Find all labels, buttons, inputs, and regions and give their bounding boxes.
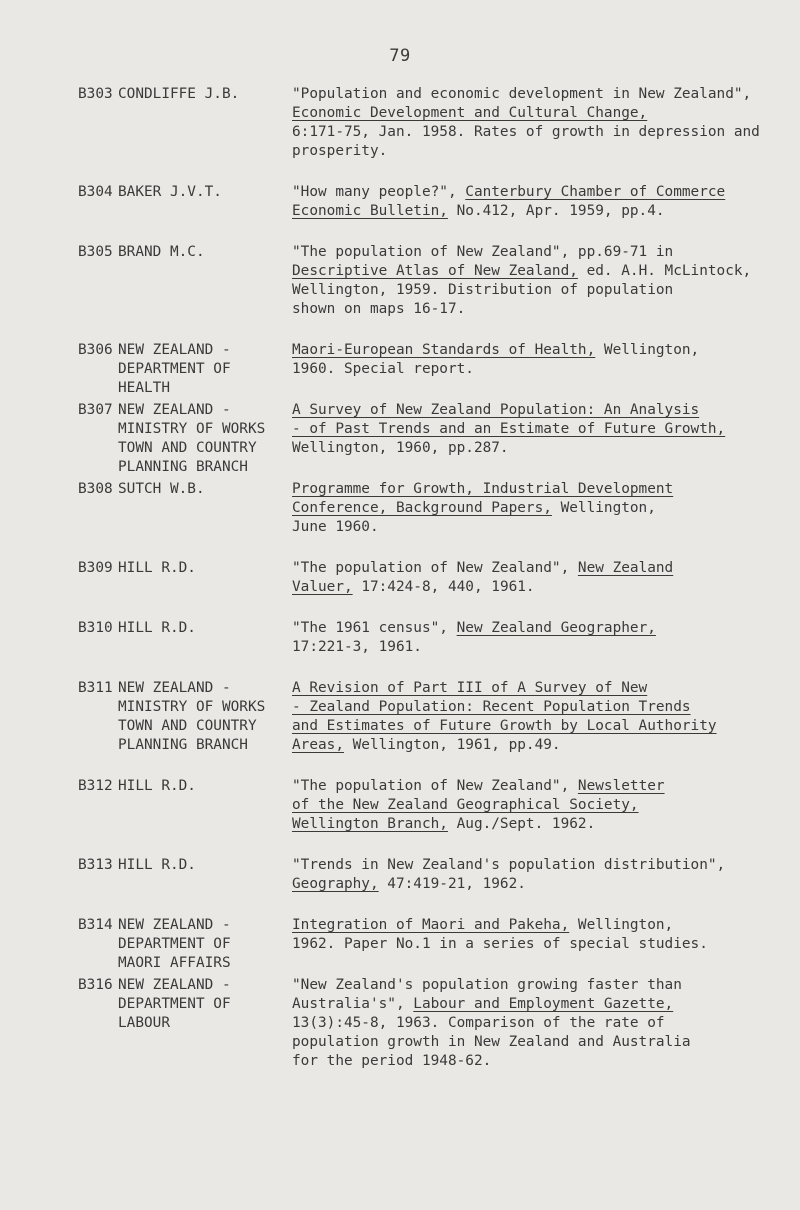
citation-details: 17:221-3, 1961. [292, 639, 422, 655]
citation-text: "The population of New Zealand", pp.69-71 in [292, 244, 674, 260]
citation-text: "Trends in New Zealand's population distribution", [292, 857, 726, 873]
citation-title: A Revision of Part III of A Survey of New - Zealand Population: Recent Population Trends and Estimates of Future Growth by Local Authority Areas, [292, 680, 717, 753]
citation-details: 6:171-75, Jan. 1958. Rates of growth in depression and prosperity. [292, 124, 760, 159]
entry-code: B311 [78, 680, 113, 696]
citation-details: Wellington, 1961, pp.49. [343, 737, 561, 753]
citation-details: Aug./Sept. 1962. [447, 816, 596, 832]
entry-citation [292, 559, 790, 597]
bibliography-list [78, 85, 790, 1093]
entry-author: CONDLIFFE J.B. [118, 86, 240, 102]
entry-code: B314 [78, 917, 113, 933]
entry-author: NEW ZEALAND - MINISTRY OF WORKS TOWN AND COUNTRY PLANNING BRANCH [118, 402, 266, 475]
entry-citation [292, 85, 790, 161]
entry-author: NEW ZEALAND - DEPARTMENT OF MAORI AFFAIRS [118, 917, 231, 971]
citation-details: No.412, Apr. 1959, pp.4. [447, 203, 665, 219]
entry-citation [292, 679, 790, 755]
citation-title: Descriptive Atlas of New Zealand, [292, 263, 578, 279]
entry-citation [292, 777, 790, 834]
citation-text: "New Zealand's population growing faster than Australia's", [292, 977, 682, 1012]
entry-citation [292, 341, 790, 379]
citation-text: "The population of New Zealand", [292, 778, 578, 794]
entry-code: B306 [78, 342, 113, 358]
bibliography-entry [78, 480, 790, 537]
citation-title: Geography, [292, 876, 379, 892]
citation-title: New Zealand Geographer, [456, 620, 656, 636]
entry-code: B316 [78, 977, 113, 993]
citation-title: Maori-European Standards of Health, [292, 342, 596, 358]
entry-citation [292, 976, 790, 1071]
entry-author: NEW ZEALAND - DEPARTMENT OF LABOUR [118, 977, 231, 1031]
citation-details: 13(3):45-8, 1963. Comparison of the rate of population growth in New Zealand and Australia for the period 1948-62. [292, 1015, 691, 1069]
entry-code: B304 [78, 184, 113, 200]
citation-details: Wellington, 1962. Paper No.1 in a series of special studies. [292, 917, 708, 952]
entry-citation [292, 243, 790, 319]
citation-details: ed. A.H. McLintock, Wellington, 1959. Distribution of population shown on maps 16-17. [292, 263, 752, 317]
citation-title: Canterbury Chamber of Commerce Economic Bulletin, [292, 184, 726, 219]
page-number: 79 [389, 46, 411, 66]
citation-details: Wellington, 1960, pp.287. [292, 440, 509, 456]
bibliography-entry [78, 856, 790, 894]
citation-text: "Population and economic development in New Zealand", [292, 86, 752, 102]
entry-code: B307 [78, 402, 113, 418]
entry-code: B309 [78, 560, 113, 576]
bibliography-entry [78, 341, 790, 396]
citation-text: "The population of New Zealand", [292, 560, 578, 576]
citation-title: Programme for Growth, Industrial Development Conference, Background Papers, [292, 481, 674, 516]
citation-details: Wellington, June 1960. [292, 500, 656, 535]
citation-text: "How many people?", [292, 184, 466, 200]
entry-code: B308 [78, 481, 113, 497]
entry-author: HILL R.D. [118, 560, 196, 576]
bibliography-entry [78, 619, 790, 657]
entry-author: BAKER J.V.T. [118, 184, 222, 200]
entry-code: B312 [78, 778, 113, 794]
bibliography-entry [78, 916, 790, 971]
entry-citation [292, 480, 790, 537]
entry-citation [292, 619, 790, 657]
citation-title: Economic Development and Cultural Change, [292, 105, 648, 121]
entry-author: BRAND M.C. [118, 244, 205, 260]
entry-author: NEW ZEALAND - MINISTRY OF WORKS TOWN AND COUNTRY PLANNING BRANCH [118, 680, 266, 753]
bibliography-entry [78, 85, 790, 161]
entry-code: B313 [78, 857, 113, 873]
citation-title: Newsletter of the New Zealand Geographical Society, Wellington Branch, [292, 778, 665, 832]
citation-title: A Survey of New Zealand Population: An Analysis - of Past Trends and an Estimate of Future Growth, [292, 402, 726, 437]
bibliography-entry [78, 243, 790, 319]
bibliography-entry [78, 679, 790, 755]
entry-author: HILL R.D. [118, 778, 196, 794]
bibliography-entry [78, 559, 790, 597]
citation-title: Integration of Maori and Pakeha, [292, 917, 570, 933]
bibliography-entry [78, 401, 790, 475]
entry-code: B310 [78, 620, 113, 636]
entry-citation [292, 401, 790, 458]
entry-author: HILL R.D. [118, 857, 196, 873]
citation-title: Labour and Employment Gazette, [413, 996, 674, 1012]
entry-citation [292, 183, 790, 221]
entry-author: NEW ZEALAND - DEPARTMENT OF HEALTH [118, 342, 231, 396]
bibliography-entry [78, 777, 790, 834]
entry-author: HILL R.D. [118, 620, 196, 636]
citation-title: New Zealand Valuer, [292, 560, 674, 595]
entry-citation [292, 856, 790, 894]
entry-author: SUTCH W.B. [118, 481, 205, 497]
citation-details: 47:419-21, 1962. [378, 876, 526, 892]
bibliography-entry [78, 976, 790, 1071]
bibliography-entry [78, 183, 790, 221]
entry-code: B305 [78, 244, 113, 260]
citation-details: Wellington, 1960. Special report. [292, 342, 700, 377]
citation-text: "The 1961 census", [292, 620, 457, 636]
entry-citation [292, 916, 790, 954]
entry-code: B303 [78, 86, 113, 102]
citation-details: 17:424-8, 440, 1961. [352, 579, 535, 595]
